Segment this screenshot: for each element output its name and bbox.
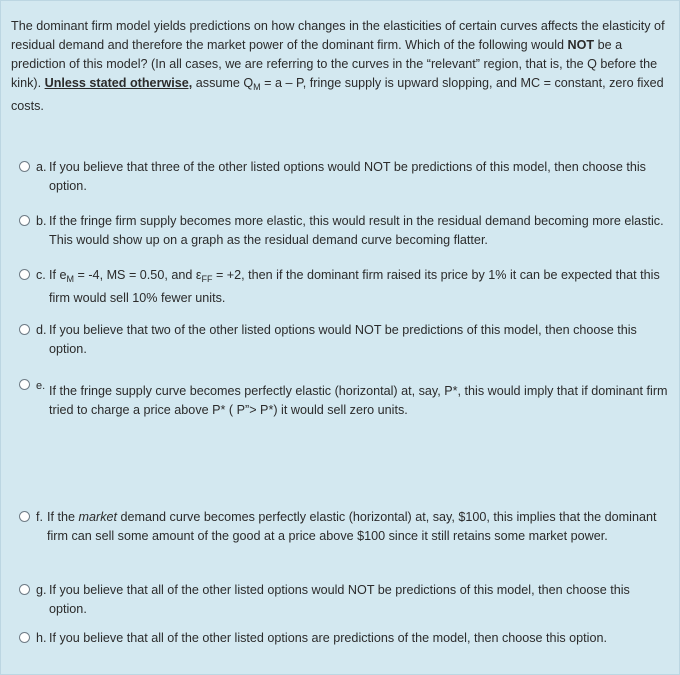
option-emphasis-market: market [78,510,118,524]
radio-g[interactable] [19,584,30,595]
question-text-part: assume Q [192,76,254,90]
option-text: If the fringe supply curve becomes perfectly elastic (horizontal) at, say, P*, this would imply that if dominant firm tried to charge a price above P* ( P”> P*) it would sell zero units. [49,384,668,417]
option-text-part: = -4, MS = 0.50, and ε [74,268,202,282]
option-text: If you believe that all of the other listed options are predictions of the model, then choose this option. [49,631,607,645]
question-emphasis-not: NOT [567,38,595,52]
question-emphasis-unless: Unless stated otherwise, [44,76,193,90]
option-letter: h. [36,631,47,645]
option-text-part: If the [47,510,79,524]
subscript-m: M [66,274,75,284]
option-text [47,508,667,546]
option-text-part: demand curve becomes perfectly elastic (horizontal) at, say, $100, this implies that the dominant firm can sell some amount of the good at a price above $100 since it still retains some market power. [47,510,657,543]
option-letter: g. [36,583,47,597]
subscript-m: M [253,82,261,92]
option-text [49,266,669,308]
subscript-ff: FF [201,274,213,284]
radio-e[interactable] [19,379,30,390]
radio-h[interactable] [19,632,30,643]
radio-a[interactable] [19,161,30,172]
option-letter: b. [36,214,47,228]
radio-b[interactable] [19,215,30,226]
radio-c[interactable] [19,269,30,280]
question-text-part: = a – P, fringe supply is upward slopping, and MC = constant, zero fixed costs. [11,76,664,113]
option-letter: a. [36,160,47,174]
option-letter: d. [36,323,47,337]
option-letter: f. [36,510,43,524]
radio-f[interactable] [19,511,30,522]
option-text-part: If e [49,268,67,282]
option-text: If you believe that two of the other listed options would NOT be predictions of this model, then choose this option. [49,323,637,356]
option-letter: e. [36,380,46,392]
option-text: If the fringe firm supply becomes more elastic, this would result in the residual demand becoming more elastic. This would show up on a graph as the residual demand curve becoming flatter. [49,214,664,247]
option-text: If you believe that three of the other listed options would NOT be predictions of this model, then choose this option. [49,160,646,193]
option-text-part: = +2, then if the dominant firm raised its price by 1% it can be expected that this firm would sell 10% fewer units. [49,268,660,305]
question-text-part: The dominant firm model yields predictions on how changes in the elasticities of certain curves affects the elasticity of residual demand and therefore the market power of the dominant firm. Which of the following would [11,19,665,52]
question-text-part: be a prediction of this model? (In all cases, we are referring to the curves in the “relevant” region, that is, the Q before the kink). [11,38,658,90]
question-text [11,17,671,116]
option-letter: c. [36,268,46,282]
option-text: If you believe that all of the other listed options would NOT be predictions of this model, then choose this option. [49,583,630,616]
radio-d[interactable] [19,324,30,335]
